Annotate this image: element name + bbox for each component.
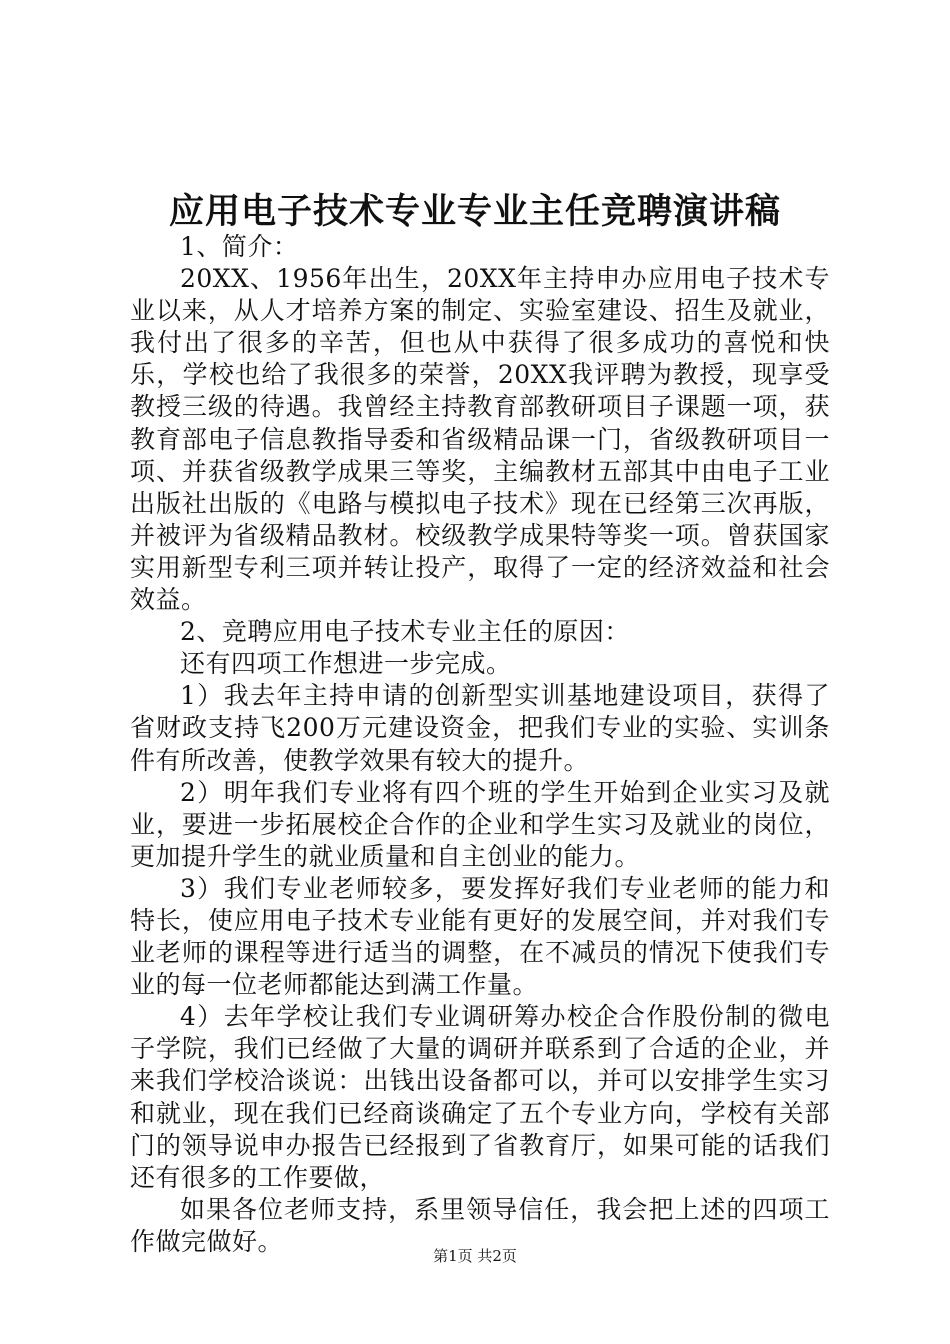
document-title: 应用电子技术专业专业主任竞聘演讲稿 xyxy=(168,191,781,232)
paragraph-item-3: 3）我们专业老师较多，要发挥好我们专业老师的能力和特长，使应用电子技术专业能有更好的发展空间，并对我们专业老师的课程等进行适当的调整，在不减员的情况下使我们专业的每一位老师都能达到满工作量。 xyxy=(130,873,830,1000)
section-heading-intro: 1、简介： xyxy=(180,232,299,261)
paragraph-closing: 如果各位老师支持，系里领导信任，我会把上述的四项工作做完做好。 xyxy=(130,1194,830,1256)
paragraph-item-1: 1）我去年主持申请的创新型实训基地建设项目，获得了省财政支持飞200万元建设资金，把我们专业的实验、实训条件有所改善，使教学效果有较大的提升。 xyxy=(130,681,830,775)
page-number: 第1页 共2页 xyxy=(433,1247,517,1265)
paragraph-item-4: 4）去年学校让我们专业调研筹办校企合作股份制的微电子学院，我们已经做了大量的调研并联系到了合适的企业，并来我们学校洽谈说：出钱出设备都可以，并可以安排学生实习和就业，现在我们已经商谈确定了五个专业方向，学校有关部门的领导说申办报告已经报到了省教育厅，如果可能的话我们还有很多的工作要做， xyxy=(130,1002,830,1192)
document-body xyxy=(130,231,830,1258)
section-heading-reasons: 2、竞聘应用电子技术专业主任的原因： xyxy=(180,617,630,647)
paragraph-item-2: 2）明年我们专业将有四个班的学生开始到企业实习及就业，要进一步拓展校企合作的企业和学生实习及就业的岗位，更加提升学生的就业质量和自主创业的能力。 xyxy=(130,777,830,871)
paragraph-reasons-lead: 还有四项工作想进一步完成。 xyxy=(180,649,512,679)
paragraph-intro: 20XX、1956年出生，20XX年主持申办应用电子技术专业以来，从人才培养方案的制定、实验室建设、招生及就业，我付出了很多的辛苦，但也从中获得了很多成功的喜悦和快乐，学校也给了我很多的荣誉，20XX我评聘为教授，现享受教授三级的待遇。我曾经主持教育部教研项目子课题一项，获教育部电子信息教指导委和省级精品课一门，省级教研项目一项、并获省级教学成果三等奖，主编教材五部其中由电子工业出版社出版的《电路与模拟电子技术》现在已经第三次再版，并被评为省级精品教材。校级教学成果特等奖一项。曾获国家实用新型专利三项并转让投产，取得了一定的经济效益和社会效益。 xyxy=(130,264,830,615)
